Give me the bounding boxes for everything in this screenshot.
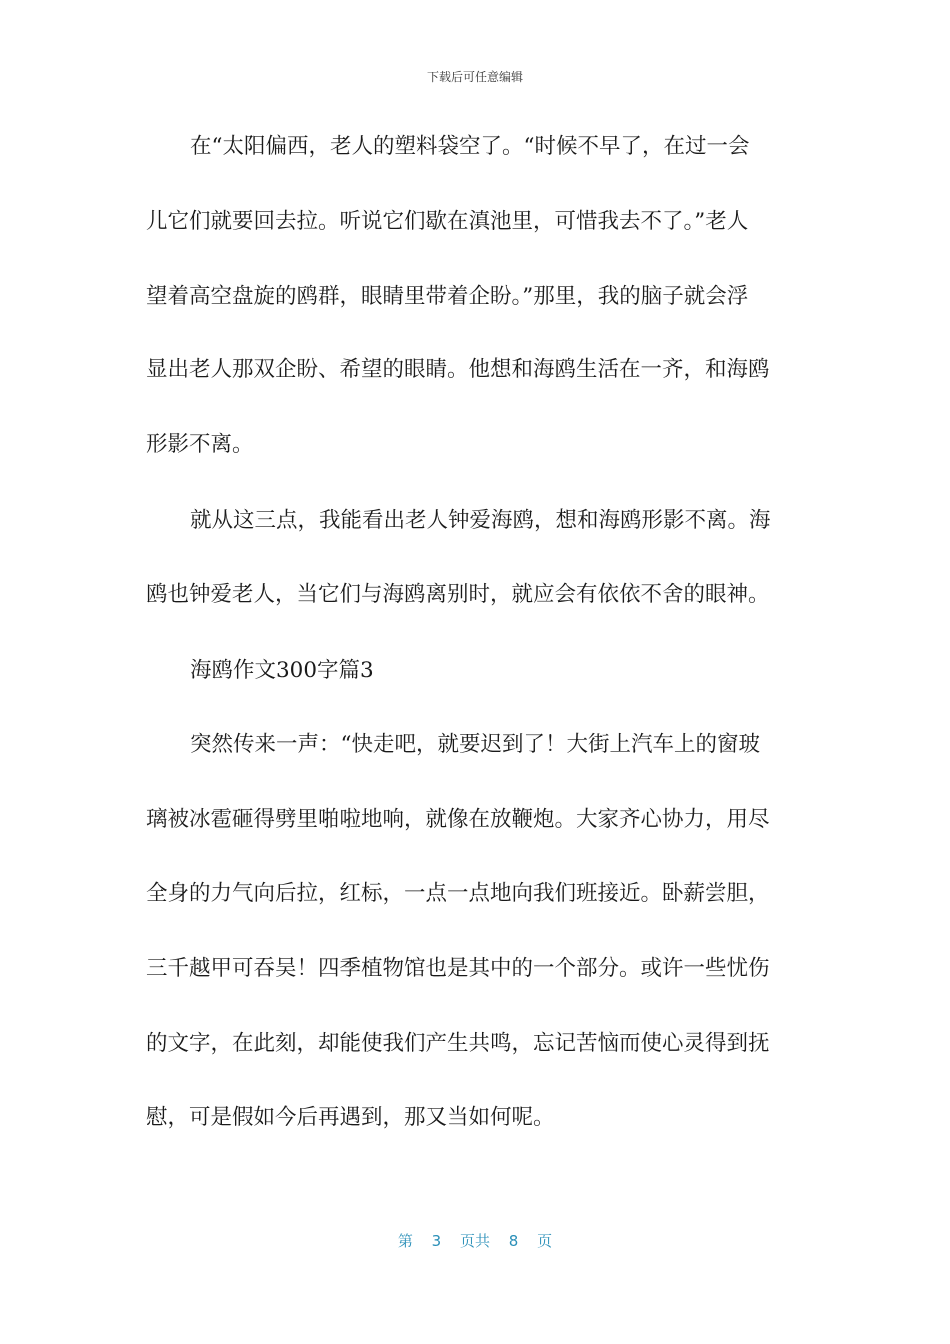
paragraph-line: 就从这三点，我能看出老人钟爱海鸥，想和海鸥形影不离。海 [190, 508, 771, 533]
page-current: 3 [431, 1232, 442, 1250]
page-prefix: 第 [397, 1232, 413, 1250]
paragraph-line: 在“太阳偏西，老人的塑料袋空了。“时候不早了，在过一会 [190, 134, 750, 159]
paragraph-line: 显出老人那双企盼、希望的眼睛。他想和海鸥生活在一齐，和海鸥 [146, 357, 770, 382]
section-heading: 海鸥作文300字篇3 [190, 658, 374, 683]
paragraph-line: 全身的力气向后拉，红标，一点一点地向我们班接近。卧薪尝胆， [146, 881, 770, 906]
paragraph-line: 的文字，在此刻，却能使我们产生共鸣，忘记苦恼而使心灵得到抚 [146, 1031, 770, 1056]
paragraph-line: 望着高空盘旋的鸥群，眼睛里带着企盼。”那里，我的脑子就会浮 [146, 284, 749, 309]
paragraph-line: 璃被冰雹砸得劈里啪啦地响，就像在放鞭炮。大家齐心协力，用尽 [146, 807, 770, 832]
paragraph-line: 儿它们就要回去拉。听说它们歇在滇池里，可惜我去不了。”老人 [146, 209, 749, 234]
page-footer [0, 1230, 950, 1251]
page-header: 下载后可任意编辑 [426, 70, 523, 84]
page-total: 8 [508, 1232, 519, 1250]
page-middle: 页共 [459, 1232, 490, 1250]
paragraph-line: 形影不离。 [146, 432, 254, 457]
paragraph-line: 突然传来一声：“快走吧，就要迟到了！大街上汽车上的窗玻 [190, 732, 760, 757]
paragraph-line: 慰，可是假如今后再遇到，那又当如何呢。 [146, 1105, 555, 1130]
paragraph-line: 三千越甲可吞吴！四季植物馆也是其中的一个部分。或许一些忧伤 [146, 956, 770, 981]
paragraph-line: 鸥也钟爱老人，当它们与海鸥离别时，就应会有依依不舍的眼神。 [146, 582, 770, 607]
page-suffix: 页 [537, 1232, 553, 1250]
